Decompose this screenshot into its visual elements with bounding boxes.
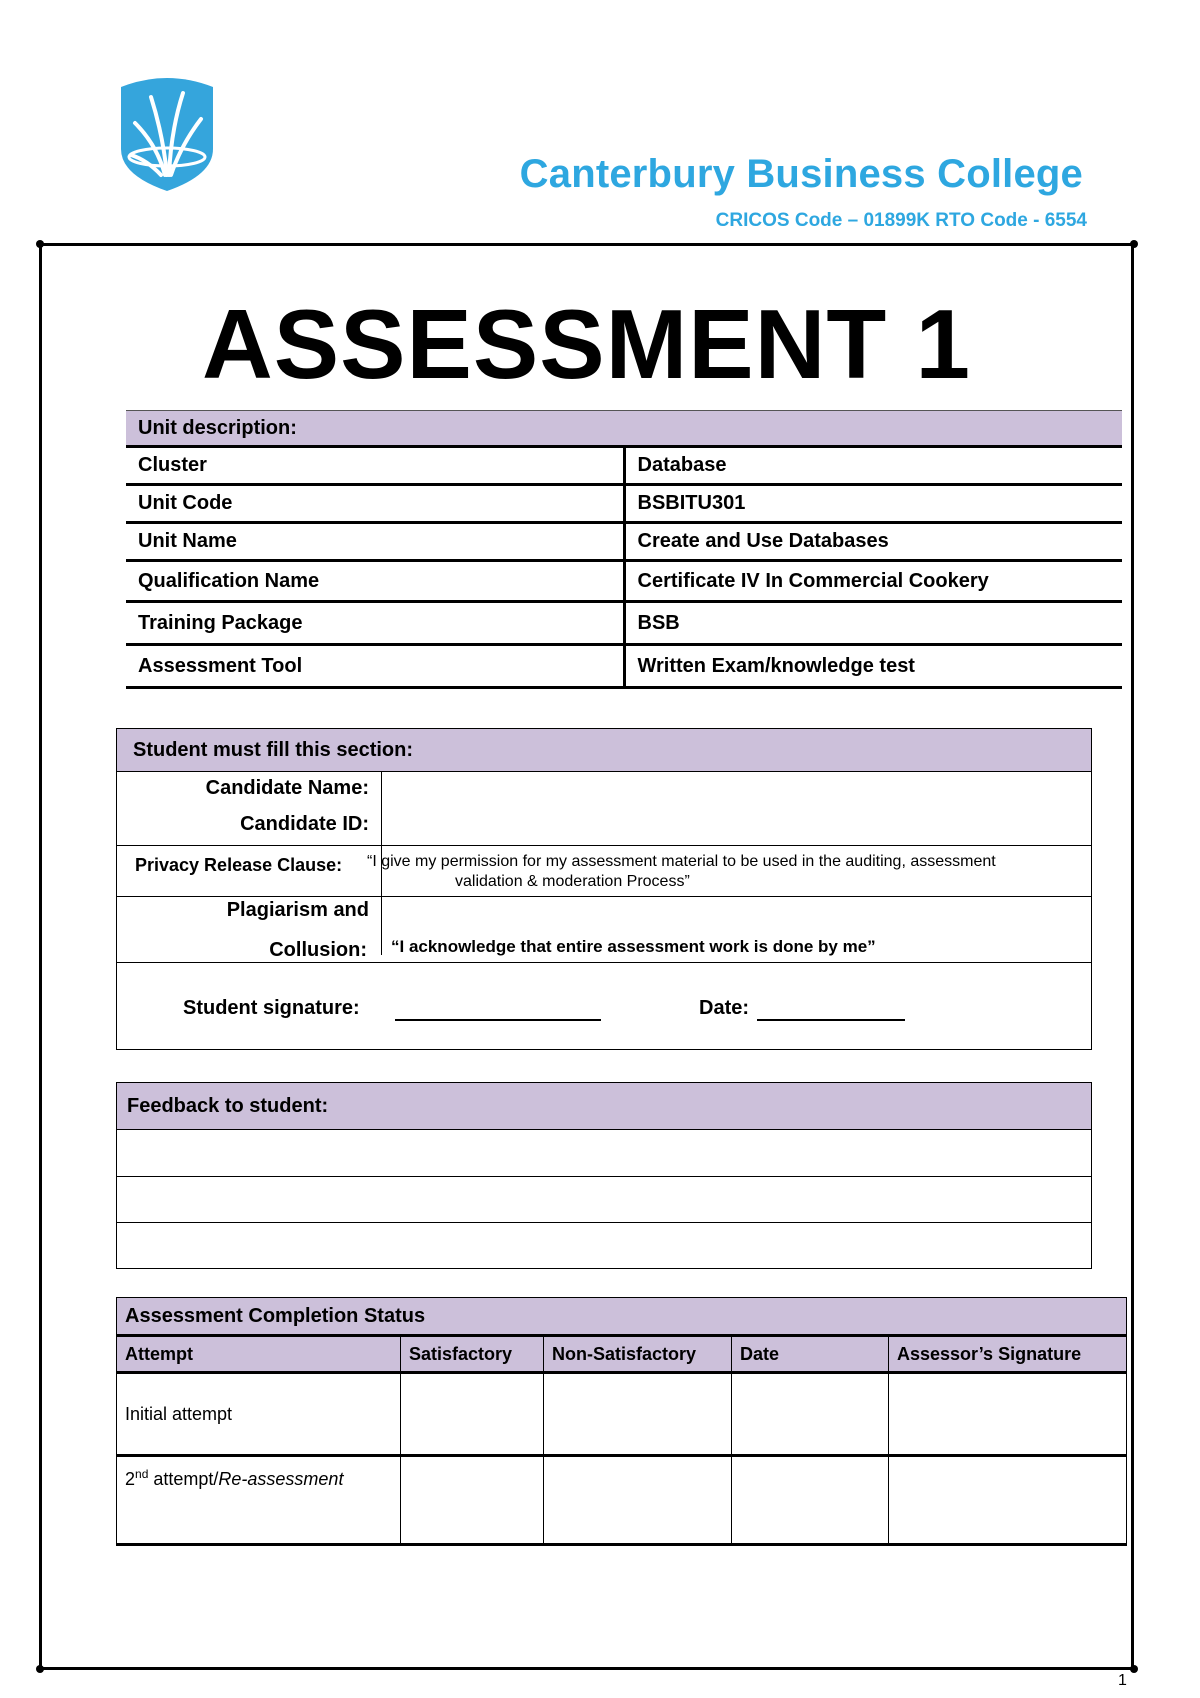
page-number: 1 (1118, 1672, 1127, 1689)
divider (117, 962, 1091, 963)
date-label: Date: (699, 997, 750, 1019)
table-row (117, 1373, 1127, 1456)
column-header: Non-Satisfactory (544, 1336, 732, 1373)
feedback-line[interactable] (117, 1130, 1091, 1175)
plagiarism-text: “I acknowledge that entire assessment work is done by me” (391, 937, 876, 956)
table-row (126, 447, 1122, 485)
row-label: Unit Code (126, 485, 624, 523)
plagiarism-label: Plagiarism and (226, 899, 369, 921)
row-value: Create and Use Databases (624, 523, 1122, 561)
student-section (116, 728, 1092, 1050)
date-cell[interactable] (732, 1456, 889, 1545)
student-signature-label: Student signature: (183, 997, 360, 1019)
corner-dot (36, 1665, 44, 1673)
row-label: Assessment Tool (126, 645, 624, 688)
feedback-line[interactable] (117, 1223, 1091, 1268)
college-name: Canterbury Business College (519, 152, 1083, 196)
table-row (117, 1456, 1127, 1545)
attempt-label: Initial attempt (117, 1373, 401, 1456)
table-row (126, 602, 1122, 645)
privacy-text: “I give my permission for my assessment material to be used in the auditing, assessment (367, 853, 996, 870)
reassessment-text: Re-assessment (218, 1469, 344, 1489)
table-row (126, 561, 1122, 602)
row-value: BSBITU301 (624, 485, 1122, 523)
date-line[interactable] (757, 1019, 905, 1021)
assessor-signature-cell[interactable] (889, 1456, 1127, 1545)
row-label: Cluster (126, 447, 624, 485)
row-value: Certificate IV In Commercial Cookery (624, 561, 1122, 602)
column-header: Attempt (117, 1336, 401, 1373)
table-row (126, 485, 1122, 523)
corner-dot (36, 240, 44, 248)
privacy-label: Privacy Release Clause: (135, 855, 343, 875)
attempt-label (117, 1456, 401, 1545)
completion-status-title: Assessment Completion Status (117, 1298, 1127, 1336)
divider (117, 845, 1091, 846)
date-cell[interactable] (732, 1373, 889, 1456)
unit-description-header: Unit description: (126, 411, 1122, 447)
feedback-line[interactable] (117, 1177, 1091, 1222)
row-value: Database (624, 447, 1122, 485)
corner-dot (1130, 1665, 1138, 1673)
page-title: ASSESSMENT 1 (202, 289, 971, 399)
column-header: Date (732, 1336, 889, 1373)
candidate-details-field[interactable] (383, 773, 1089, 845)
divider (117, 896, 1091, 897)
table-row (126, 523, 1122, 561)
unit-description-table (126, 410, 1122, 689)
row-value: BSB (624, 602, 1122, 645)
candidate-name-label: Candidate Name: (205, 777, 369, 799)
non-satisfactory-cell[interactable] (544, 1456, 732, 1545)
feedback-header: Feedback to student: (117, 1083, 1091, 1129)
college-codes: CRICOS Code – 01899K RTO Code - 6554 (715, 210, 1087, 231)
assessor-signature-cell[interactable] (889, 1373, 1127, 1456)
row-label: Unit Name (126, 523, 624, 561)
divider (117, 771, 1091, 772)
collusion-label: Collusion: (269, 939, 367, 961)
completion-status-section (116, 1297, 1126, 1536)
column-header: Satisfactory (401, 1336, 544, 1373)
satisfactory-cell[interactable] (401, 1373, 544, 1456)
candidate-id-label: Candidate ID: (240, 813, 369, 835)
corner-dot (1130, 240, 1138, 248)
row-label: Qualification Name (126, 561, 624, 602)
row-value: Written Exam/knowledge test (624, 645, 1122, 688)
attempt-suffix: nd (135, 1467, 149, 1481)
column-header: Assessor’s Signature (889, 1336, 1127, 1373)
feedback-section (116, 1082, 1092, 1269)
table-header-row (117, 1336, 1127, 1373)
completion-status-table (116, 1297, 1127, 1546)
privacy-text-cont: validation & moderation Process” (455, 873, 690, 890)
non-satisfactory-cell[interactable] (544, 1373, 732, 1456)
attempt-text: attempt/ (148, 1469, 219, 1489)
row-label: Training Package (126, 602, 624, 645)
student-signature-line[interactable] (395, 1019, 601, 1021)
attempt-number: 2 (125, 1469, 136, 1489)
table-row (126, 645, 1122, 688)
student-section-header: Student must fill this section: (117, 729, 1091, 771)
satisfactory-cell[interactable] (401, 1456, 544, 1545)
